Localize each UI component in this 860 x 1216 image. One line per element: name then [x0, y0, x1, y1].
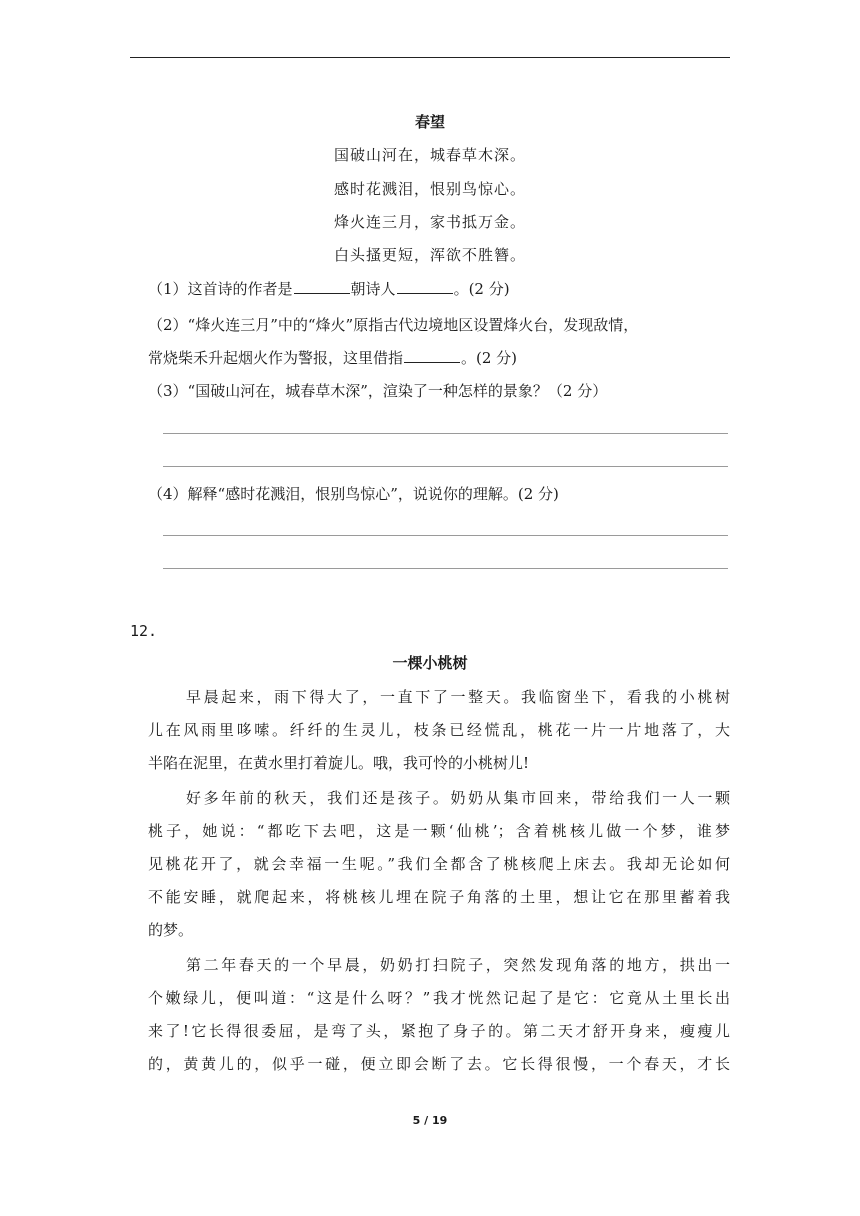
passage-line: 桃子，她说：“都吃下去吧，这是一颗‘仙桃’；含着桃核儿做一个梦，谁梦 [148, 822, 730, 840]
passage-line: 不能安睡，就爬起来，将桃核儿埋在院子角落的土里，想让它在那里蓄着我 [148, 888, 730, 906]
passage-line: 儿在风雨里哆嗦。纤纤的生灵儿，枝条已经慌乱，桃花一片一片地落了，大 [148, 721, 730, 739]
answer-blank[interactable] [397, 277, 453, 294]
question-3: （3）“国破山河在，城春草木深”，渲染了一种怎样的景象？（2 分） [148, 382, 608, 400]
question-2-suffix: 。(2 分) [461, 349, 518, 367]
passage-line: 半陷在泥里，在黄水里打着旋儿。哦，我可怜的小桃树儿! [148, 754, 530, 772]
passage-title: 一棵小桃树 [392, 654, 468, 672]
passage-line: 的，黄黄儿的，似乎一碰，便立即会断了去。它长得很慢，一个春天，才长 [148, 1055, 730, 1073]
passage-line: 来了!它长得很委屈，是弯了头，紧抱了身子的。第二天才舒开身来，瘦瘦儿 [148, 1022, 730, 1040]
question-1-prefix: （1）这首诗的作者是 [148, 280, 293, 298]
passage-line: 好多年前的秋天，我们还是孩子。奶奶从集市回来，带给我们一人一颗 [186, 789, 730, 807]
passage-line: 的梦。 [148, 921, 194, 939]
page-number: 5 / 19 [412, 1114, 448, 1127]
answer-line[interactable] [163, 433, 728, 434]
passage-line: 个嫩绿儿，便叫道：“这是什么呀？”我才恍然记起了是它：它竟从土里长出 [148, 989, 730, 1007]
header-rule [130, 57, 730, 58]
answer-blank[interactable] [404, 346, 460, 363]
question-1-suffix: 。(2 分) [453, 280, 510, 298]
poem-line: 白头搔更短，浑欲不胜簪。 [333, 246, 526, 264]
question-1-middle: 朝诗人 [350, 280, 396, 298]
passage-line: 第二年春天的一个早晨，奶奶打扫院子，突然发现角落的地方，拱出一 [186, 956, 730, 974]
question-2-line-1: （2）“烽火连三月”中的“烽火”原指古代边境地区设置烽火台，发现敌情， [148, 316, 639, 334]
passage-line: 见桃花开了，就会幸福一生呢。”我们全都含了桃核爬上床去。我却无论如何 [148, 855, 730, 873]
poem-title: 春望 [414, 113, 445, 131]
answer-line[interactable] [163, 535, 728, 536]
question-4: （4）解释“感时花溅泪，恨别鸟惊心”，说说你的理解。(2 分) [148, 485, 559, 503]
question-2-line-2 [148, 346, 748, 370]
poem-line: 烽火连三月，家书抵万金。 [333, 213, 526, 231]
question-number: 12. [130, 622, 158, 640]
question-2-prefix: 常烧柴禾升起烟火作为警报，这里借指 [148, 349, 404, 367]
answer-line[interactable] [163, 466, 728, 467]
question-1 [148, 277, 748, 301]
poem-line: 感时花溅泪，恨别鸟惊心。 [333, 180, 526, 198]
poem-line: 国破山河在，城春草木深。 [333, 146, 526, 164]
answer-line[interactable] [163, 568, 728, 569]
answer-blank[interactable] [294, 277, 350, 294]
passage-line: 早晨起来，雨下得大了，一直下了一整天。我临窗坐下，看我的小桃树 [186, 688, 730, 706]
